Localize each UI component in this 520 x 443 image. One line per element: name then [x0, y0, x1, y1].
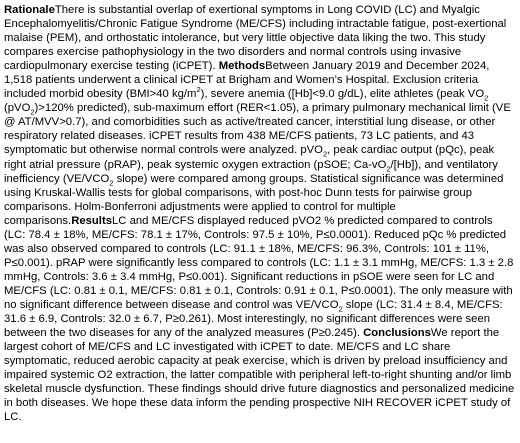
results-text-2: slope (LC: 31.4 ± 8.4, ME/CFS: 31.6 ± 6.9, Controls: 32.0 ± 6.7, P≥0.261). Most interestingly, no significant differences were seen between the two diseases for any of the analyzed measures (P≥0.245).	[4, 298, 503, 340]
methods-subscript-3: 2	[30, 107, 35, 117]
methods-text-3: (pVO	[4, 102, 31, 115]
results-subscript-1: 2	[338, 304, 343, 314]
results-heading: Results	[71, 214, 112, 227]
conclusions-text: We report the largest cohort of ME/CFS and LC investigated with iCPET to date. ME/CFS and LC share symptomatic, reduced aerobic capacity at peak exercise, which is driven by preload insufficiency and impaired systemic O2 extraction, the latter compatible with peripheral left-to-right shunting and/or limb skeletal muscle dysfunction. These findings should drive future diagnostics and personalized medicine in both diseases. We hope these data inform the pending prospective NIH RECOVER iCPET study of LC.	[4, 327, 515, 424]
methods-subscript-5: 2	[386, 163, 391, 173]
methods-text-1: Between January 2019 and December 2024, 1,518 patients underwent a clinical iCPET at Brigham and Women’s Hospital. Exclusion criteria included morbid obesity (BMI>40 kg/m	[4, 60, 490, 101]
methods-subscript-6: 2	[109, 177, 114, 187]
methods-text-6: /[Hb]), and ventilatory inefficiency (VE/VCO	[4, 158, 498, 185]
methods-superscript-1: 2	[196, 85, 201, 95]
methods-heading: Methods	[218, 60, 266, 73]
rationale-text: There is substantial overlap of exertional symptoms in Long COVID (LC) and Myalgic Encephalomyelitis/Chronic Fatigue Syndrome (ME/CFS) including intractable fatigue, post-exertional malaise (PEM), and orthostatic intolerance, but very little objective data liking the two. This study compares exercise pathophysiology in the two disorders and normal controls using invasive cardiopulmonary exercise testing (iCPET).	[4, 4, 507, 73]
methods-subscript-2: 2	[484, 93, 489, 103]
rationale-heading: Rationale	[4, 4, 55, 16]
methods-text-2: ), severe anemia ([Hb]<9.0 g/dL), elite athletes (peak VO	[200, 88, 485, 101]
methods-text-7: slope) were compared among groups. Statistical significance was determined using Kruskal-Wallis tests for global comparisons, with post-hoc Dunn tests for pairwise group comparisons. Holm-Bonferroni adjustments were applied to control for multiple comparisons.	[4, 172, 504, 227]
methods-text-4: )>120% predicted), sub-maximum effort (RER<1.05), a primary pulmonary mechanical limit (VE @ AT/MVV>0.7), and comorbidities such as active/treated cancer, interstitial lung disease, or other respiratory related diseases. iCPET results from 438 ME/CFS patients, 73 LC patients, and 43 symptomatic but otherwise normal controls were analyzed. pVO	[4, 102, 511, 157]
results-text-1: LC and ME/CFS displayed reduced pVO2 % predicted compared to controls (LC: 78.4 ± 18%, ME/CFS: 78.1 ± 17%, Controls: 97.5 ± 10%, P≤0.0001). Reduced pQc % predicted was also observed compared to controls (LC: 91.1 ± 18%, ME/CFS: 96.3%, Controls: 101 ± 11%, P≤0.001). pRAP were significantly less compared to controls (LC: 1.1 ± 3.1 mmHg, ME/CFS: 1.3 ± 2.8 mmHg, Controls: 3.6 ± 3.4 mmHg, P≤0.001). Significant reductions in pSOE were seen for LC and ME/CFS (LC: 0.81 ± 0.1, ME/CFS: 0.81 ± 0.1, Controls: 0.91 ± 0.1, P≤0.0001). The only measure with no significant difference between disease and control was VE/VCO	[4, 214, 514, 311]
methods-text-5: , peak cardiac output (pQc), peak right atrial pressure (pRAP), peak systemic oxygen extraction (pSOE; Ca-vO	[4, 144, 495, 171]
conclusions-heading: Conclusions	[363, 327, 431, 340]
methods-subscript-4: 2	[322, 149, 328, 159]
